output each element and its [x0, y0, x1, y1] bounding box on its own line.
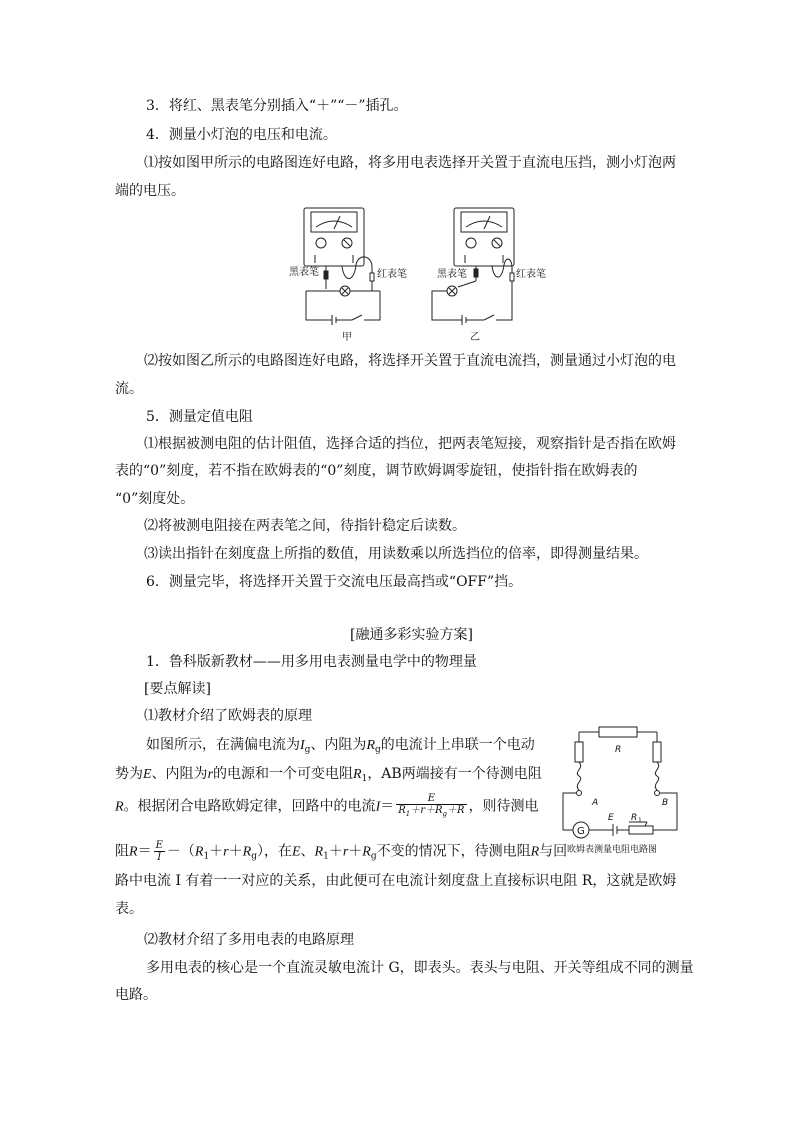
black-probe-label-left: 黑表笔	[289, 267, 319, 278]
para-2-line-2: 电路。	[115, 987, 157, 1003]
svg-text:1: 1	[638, 817, 642, 824]
label-B: B	[662, 798, 669, 808]
step-5-1-cont2: “0”刻度处。	[115, 491, 195, 507]
scheme-1: 1．鲁科版新教材——用多用电表测量电学中的物理量	[146, 654, 477, 670]
step-5-2: ⑵将被测电阻接在两表笔之间，待指针稳定后读数。	[144, 518, 466, 534]
multimeter-circuit-figure	[280, 203, 546, 345]
step-5-3: ⑶读出指针在刻度盘上所指的数值，用读数乘以所选挡位的倍率，即得测量结果。	[144, 546, 648, 562]
para-2-line-1: 多用电表的核心是一个直流灵敏电流计 G，即表头。表头与电阻、开关等组成不同的测量	[146, 960, 694, 976]
para-line-5: 路中电流 I 有着一一对应的关系，由此便可在电流计刻度盘上直接标识电阻 R，这就是欧姆	[115, 873, 677, 889]
step-6: 6．测量完毕，将选择开关置于交流电压最高挡或“OFF”挡。	[146, 574, 523, 590]
label-R: R	[615, 745, 622, 755]
black-probe-label-right: 黑表笔	[437, 269, 467, 280]
step-5: 5．测量定值电阻	[146, 409, 253, 425]
label-A: A	[592, 798, 599, 808]
step-4: 4．测量小灯泡的电压和电流。	[146, 127, 337, 143]
step-5-1: ⑴根据被测电阻的估计阻值，选择合适的挡位，把两表笔短接，观察指针是否指在欧姆	[144, 436, 676, 452]
key-points: [要点解读]	[144, 681, 211, 697]
para-line-2: 势为E、内阻为r的电源和一个可变电阻$R_1$，AB两端接有一个待测电阻	[115, 766, 542, 784]
step-4-1-cont: 端的电压。	[115, 183, 185, 199]
resistor-R	[599, 727, 637, 737]
probe-A	[575, 742, 583, 762]
caption-jia: 甲	[342, 332, 352, 343]
step-4-2: ⑵按如图乙所示的电路图连好电路，将选择开关置于直流电流挡，测量通过小灯泡的电	[144, 353, 676, 369]
multimeter-left	[304, 208, 364, 266]
ohmmeter-circuit-figure	[555, 718, 695, 860]
probe-B	[653, 742, 661, 762]
label-E: E	[608, 813, 614, 823]
key-point-2: ⑵教材介绍了多用电表的电路原理	[144, 932, 354, 948]
step-5-1-cont: 表的“0”刻度，若不指在欧姆表的“0”刻度，调节欧姆调零旋钮，使指针指在欧姆表的	[115, 463, 638, 479]
para-line-3: R。根据闭合电路欧姆定律，回路中的电流I＝ $\frac{E}{R_1+r+R_g+R}$ ，则待测电	[115, 793, 539, 818]
red-probe-label-right: 红表笔	[516, 269, 546, 280]
para-line-1: 如图所示，在满偏电流为$I_g$、内阻为$R_g$的电流计上串联一个电动	[146, 737, 535, 755]
key-point-1: ⑴教材介绍了欧姆表的原理	[144, 708, 312, 724]
step-4-1: ⑴按如图甲所示的电路图连好电路，将多用电表选择开关置于直流电压挡，测小灯泡两	[144, 155, 676, 171]
label-R1: R	[631, 813, 638, 823]
step-3: 3．将红、黑表笔分别插入“＋”“－”插孔。	[146, 98, 408, 114]
label-G: G	[577, 826, 585, 837]
step-4-2-cont: 流。	[115, 381, 143, 397]
multimeter-right	[454, 208, 514, 266]
caption-yi: 乙	[470, 332, 480, 343]
para-line-4: 阻R＝ $\frac{E}{I}$ $-(R_1+r+R_g)$，在E、$R_1+r+R_g$不变的情况下，待测电阻R与回	[115, 840, 568, 863]
knob-left	[316, 238, 326, 248]
red-probe-label-left: 红表笔	[377, 269, 407, 280]
ohmmeter-caption: 欧姆表测量电阻电路图	[567, 845, 658, 855]
section-title: [融通多彩实验方案]	[350, 627, 473, 643]
para-line-6: 表。	[115, 901, 143, 917]
variable-resistor-R1	[629, 826, 653, 834]
